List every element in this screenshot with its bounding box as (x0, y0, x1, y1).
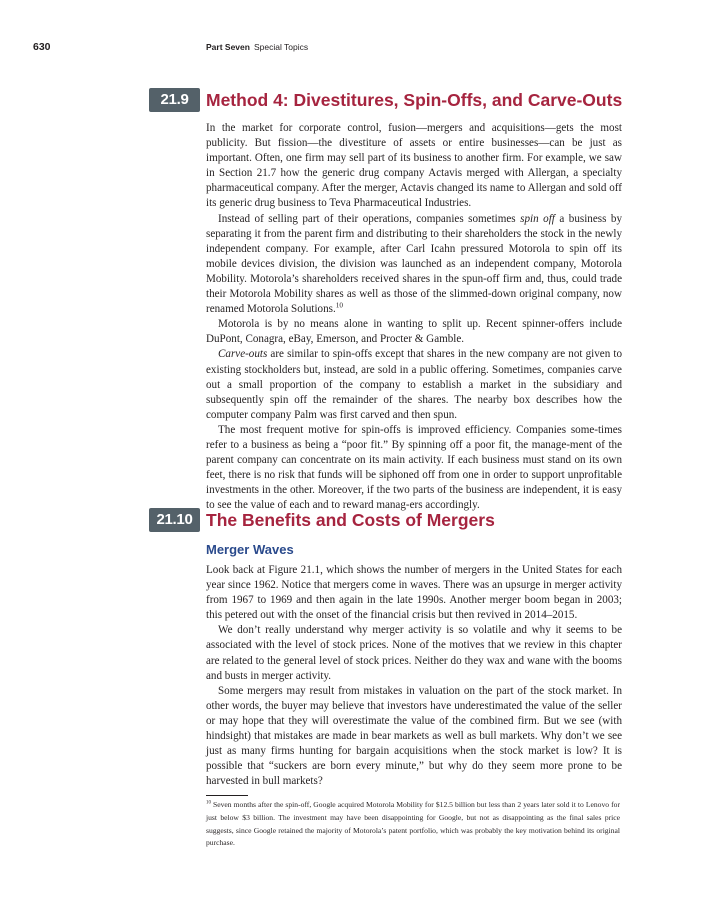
part-label: Part Seven (206, 42, 250, 52)
paragraph: Carve-outs are similar to spin-offs except that shares in the new company are not given to existing stockholders but, instead, are sold in a public offering. Sometimes, companies carve out a small proportion of the company to establish a market in the subsidiary and subsequently spin off the remainder of the shares. The nearby box describes how the computer company Palm was first carved and then spun. (206, 348, 622, 421)
paragraph: Some mergers may result from mistakes in valuation on the part of the stock market. In other words, the buyer may believe that investors have underestimated the value of the seller or may hope that they will overestimate the value of the combined firm. But we see (with hindsight) that mistakes are made in bear markets as well as bull markets. Why don’t we see just as many firms hunting for bargain acquisitions when the stock market is low? It is possible that “suckers are born every minute,” but why do they seem more prone to be harvested in bull markets? (206, 684, 622, 788)
section-title: Method 4: Divestitures, Spin-Offs, and Carve-Outs (206, 90, 623, 110)
section-number-badge: 21.9 (149, 88, 200, 112)
footnote-text: Seven months after the spin-off, Google acquired Motorola Mobility for $12.5 billion but less than 2 years later sold it to Lenovo for just below $3 billion. The investment may have been disappointing for Google, but not as disappointing as the final sales price suggests, since Google retained the majority of Motorola’s patent portfolio, which was probably the key motivation behind its original purchase. (206, 800, 620, 848)
paragraph: Instead of selling part of their operations, companies sometimes spin off a business by separating it from the parent firm and distributing to their shareholders the stock in the newly independent company. For example, after Carl Icahn pressured Motorola to spin off its mobile devices division, the division was launched as an independent company, Motorola Mobility. Motorola’s shareholders received shares in the spun-off firm and, thus, could trade their Motorola Mobility shares as well as those of the slimmed-down original company, now renamed Motorola Solutions.$^{10}$ (206, 212, 623, 316)
term-spin-off: spin off (520, 212, 555, 225)
section-title: The Benefits and Costs of Mergers (206, 510, 495, 530)
subheading: Merger Waves (206, 542, 294, 557)
term-carve-outs: Carve-outs (218, 348, 268, 361)
paragraph: We don’t really understand why merger activity is so volatile and why it seems to be associated with the level of stock prices. None of the motives that we review in this chapter are related to the general level of stock prices. Neither do they wax and wane with the booms and busts in merger activity. (206, 624, 622, 682)
page-number: 630 (33, 41, 51, 53)
footnote (206, 799, 620, 850)
footnote-number: 10 (206, 800, 211, 806)
paragraph: Motorola is by no means alone in wanting to split up. Recent spinner-offers include DuPont, Conagra, eBay, Emerson, and Procter & Gamble. (206, 318, 622, 346)
part-title (206, 42, 308, 52)
section-21-9-body (206, 121, 622, 513)
section-number-badge: 21.10 (149, 508, 200, 532)
paragraph: Look back at Figure 21.1, which shows the number of mergers in the United States for each year since 1962. Notice that mergers come in waves. There was an upsurge in merger activity from 1967 to 1969 and then again in the late 1990s. Another merger boom began in 2003; this petered out with the onset of the financial crisis but then revived in 2014–2015. (206, 564, 622, 622)
part-name: Special Topics (253, 42, 309, 52)
paragraph: The most frequent motive for spin-offs is improved efficiency. Companies some-times refer to a business as being a “poor fit.” By spinning off a poor fit, the manage-ment of the parent company can concentrate on its main activity. If each business must stand on its own feet, there is no risk that funds will be siphoned off from one in order to support unprofitable investments in the other. Moreover, if the two parts of the business are independent, it is easy to see the value of each and to reward manag-ers accordingly. (206, 423, 622, 512)
footnote-rule (206, 795, 248, 796)
footnote-ref: 10 (335, 301, 343, 310)
section-21-10-body (206, 563, 622, 789)
running-header (0, 41, 702, 55)
paragraph: In the market for corporate control, fusion—mergers and acquisitions—gets the most publicity. But fission—the divestiture of assets or entire businesses—can be just as important. Often, one firm may sell part of its business to another firm. For example, we saw in Section 21.7 how the generic drug company Actavis merged with Allergan, a specialty pharmaceutical company. After the merger, Actavis changed its name to Allergan and sold off its generic drug business to Teva Pharmaceutical Industries. (206, 122, 622, 210)
